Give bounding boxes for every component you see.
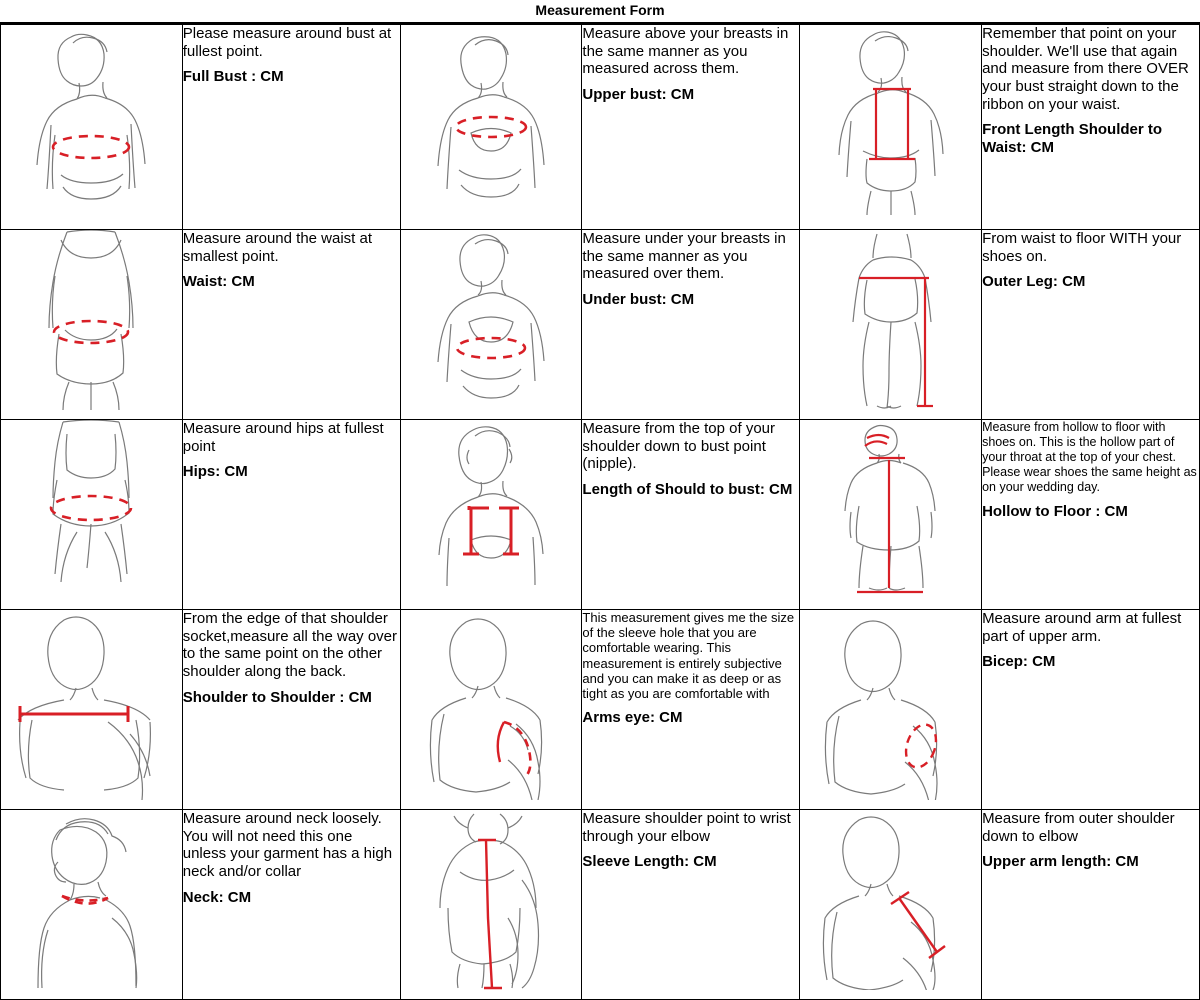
measurement-label: Arms eye: CM [582, 709, 683, 727]
table-row [1, 420, 1200, 610]
figure-cell-waist [1, 230, 183, 420]
measurement-label: Sleeve Length: CM [582, 853, 717, 871]
figure-cell-upper-bust [400, 25, 582, 230]
table-row [1, 810, 1200, 1000]
text-cell-full-bust [182, 25, 400, 230]
text-cell-front-length [982, 25, 1200, 230]
measurement-description: Measure above your breasts in the same manner as you measured across them. [582, 25, 789, 78]
figure-cell-neck [1, 810, 183, 1000]
measurement-label: Outer Leg: CM [982, 273, 1086, 291]
figure-cell-front-length [800, 25, 982, 230]
measurement-description: Remember that point on your shoulder. We'll use that again and measure from there OVER your bust straight down to the ribbon on your waist. [982, 25, 1189, 113]
measurement-description: This measurement gives me the size of the sleeve hole that you are comfortable wearing. This measurement is entirely subjective and you can make it as deep or as tight as you are comfortable with [582, 610, 795, 702]
measurement-label: Hips: CM [182, 463, 248, 481]
shoulder-to-bust-figure [411, 420, 571, 600]
measurement-description: Measure around hips at fullest point [182, 420, 384, 455]
measurement-label: Shoulder to Shoulder : CM [182, 688, 372, 706]
measurement-description: Measure around neck loosely. You will not need this one unless your garment has a high neck and/or collar [182, 810, 393, 881]
figure-cell-shoulder-to-bust [400, 420, 582, 610]
measurement-label: Neck: CM [182, 888, 252, 906]
text-cell-shoulder-to-shoulder [182, 610, 400, 810]
table-row [1, 230, 1200, 420]
text-cell-upper-bust [582, 25, 800, 230]
measurement-label: Waist: CM [182, 273, 255, 291]
measurement-description: Measure shoulder point to wrist through your elbow [582, 810, 791, 845]
text-cell-shoulder-to-bust [582, 420, 800, 610]
table-row [1, 610, 1200, 810]
measurement-label: Length of Should to bust: CM [582, 481, 793, 499]
text-cell-waist [182, 230, 400, 420]
figure-cell-full-bust [1, 25, 183, 230]
hips-figure [11, 420, 171, 600]
bust-figure [11, 25, 171, 215]
measurement-label: Bicep: CM [982, 653, 1056, 671]
figure-cell-hollow-to-floor [800, 420, 982, 610]
measurement-description: Measure around arm at fullest part of upper arm. [982, 610, 1182, 645]
sleeve-length-figure [404, 810, 579, 990]
measurement-label: Front Length Shoulder to Waist: CM [982, 121, 1163, 157]
measurement-label: Hollow to Floor : CM [982, 503, 1128, 520]
figure-cell-hips [1, 420, 183, 610]
measurement-description: Measure from outer shoulder down to elbow [982, 810, 1175, 845]
measurement-description: From waist to floor WITH your shoes on. [982, 230, 1182, 265]
upper-arm-length-figure [803, 810, 978, 990]
measurement-description: Measure from the top of your shoulder down to bust point (nipple). [582, 420, 775, 473]
table-row [1, 25, 1200, 230]
text-cell-upper-arm-length [982, 810, 1200, 1000]
figure-cell-upper-arm-length [800, 810, 982, 1000]
arms-eye-figure [404, 610, 579, 800]
measurement-description: Measure from hollow to floor with shoes on. This is the hollow part of your throat at the top of your chest. Please wear shoes the same height as on your wedding day. [982, 420, 1197, 494]
measurement-label: Under bust: CM [582, 291, 695, 309]
text-cell-under-bust [582, 230, 800, 420]
figure-cell-arms-eye [400, 610, 582, 810]
measurement-label: Upper bust: CM [582, 86, 695, 104]
neck-figure [4, 810, 179, 990]
figure-cell-under-bust [400, 230, 582, 420]
text-cell-sleeve-length [582, 810, 800, 1000]
measurement-label: Upper arm length: CM [982, 853, 1139, 871]
measurement-label: Full Bust : CM [182, 68, 284, 86]
under-bust-figure [411, 230, 571, 410]
figure-cell-outer-leg [800, 230, 982, 420]
page-title: Measurement Form [0, 0, 1200, 24]
figure-cell-shoulder-to-shoulder [1, 610, 183, 810]
text-cell-outer-leg [982, 230, 1200, 420]
shoulder-to-shoulder-figure [4, 610, 179, 800]
figure-cell-sleeve-length [400, 810, 582, 1000]
measurement-grid [0, 24, 1200, 1000]
hollow-to-floor-figure [811, 420, 971, 600]
text-cell-hips [182, 420, 400, 610]
text-cell-arms-eye [582, 610, 800, 810]
text-cell-hollow-to-floor [982, 420, 1200, 610]
measurement-description: Measure under your breasts in the same manner as you measured over them. [582, 230, 786, 283]
upper-bust-figure [411, 25, 571, 215]
bicep-figure [803, 610, 978, 800]
text-cell-neck [182, 810, 400, 1000]
measurement-description: Measure around the waist at smallest point. [182, 230, 373, 265]
front-length-figure [811, 25, 971, 215]
figure-cell-bicep [800, 610, 982, 810]
measurement-description: From the edge of that shoulder socket,measure all the way over to the same point on the other shoulder along the back. [182, 610, 398, 681]
text-cell-bicep [982, 610, 1200, 810]
measurement-description: Please measure around bust at fullest point. [182, 25, 392, 60]
outer-leg-figure [811, 230, 971, 410]
waist-figure [11, 230, 171, 410]
